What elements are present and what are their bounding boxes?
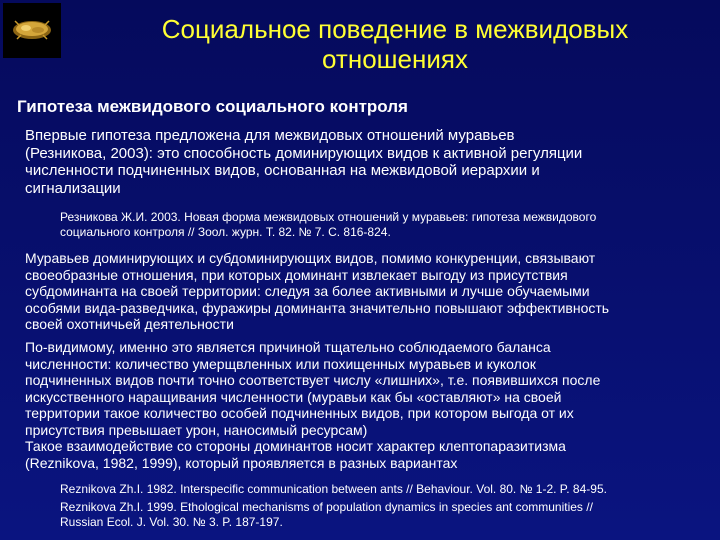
paragraph-dominant-relations (25, 250, 715, 333)
slide-subtitle: Гипотеза межвидового социального контроля (17, 97, 408, 116)
paragraph-line: присутствия превышает урон, наносимый ресурсам) (25, 421, 368, 438)
paragraph-line: своеобразные отношения, при которых доминант извлекает выгоду из присутствия (25, 266, 568, 283)
paragraph-hypothesis (25, 127, 715, 197)
paragraph-balance (25, 339, 715, 439)
slide-title (70, 14, 720, 74)
paragraph-line: численности: количество умерщвленных или похищенных муравьев и куколок (25, 355, 536, 372)
gold-ant-logo-icon (11, 17, 53, 43)
logo-box (3, 3, 61, 58)
reference-reznikova-2003 (60, 210, 710, 240)
paragraph-line: Муравьев доминирующих и субдоминирующих видов, помимо конкуренции, связывают (25, 250, 596, 266)
reference-line: Reznikova Zh.I. 1982. Interspecific communication between ants // Behaviour. Vol. 80. № 1-2. P. 84-95. (60, 482, 607, 496)
reference-line: социального контроля // Зоол. журн. Т. 82. № 7. С. 816-824. (60, 225, 391, 239)
paragraph-line: По-видимому, именно это является причиной тщательно соблюдаемого баланса (25, 339, 551, 355)
paragraph-line: искусственного наращивания численности (муравьи как бы «оставляют» на своей (25, 388, 562, 405)
paragraph-line: сигнализации (25, 179, 121, 197)
paragraph-line: территории такое количество особей подчиненных видов, при котором выгода от их (25, 405, 574, 422)
paragraph-line: подчиненных видов почти точно соответствует числу «лишних», т.е. появившихся после (25, 372, 601, 389)
paragraph-line: своей охотничьей деятельности (25, 316, 234, 333)
paragraph-line: Такое взаимодействие со стороны доминантов носит характер клептопаразитизма (25, 438, 566, 454)
paragraph-line: субдоминанта на своей территории: следуя за более активными и лучше обучаемыми (25, 283, 590, 300)
reference-line: Reznikova Zh.I. 1999. Ethological mechanisms of population dynamics in species ant communities // (60, 500, 593, 514)
paragraph-line: особями вида-разведчика, фуражиры доминанта значительно повышают эффективность (25, 299, 610, 316)
reference-reznikova-1999 (60, 500, 715, 530)
paragraph-line: (Резникова, 2003): это способность доминирующих видов к активной регуляции (25, 144, 583, 162)
reference-reznikova-1982 (60, 482, 715, 497)
paragraph-line: (Reznikova, 1982, 1999), который проявляется в разных вариантах (25, 454, 458, 471)
slide-title-line: Социальное поведение в межвидовых (161, 14, 629, 44)
slide-title-line: отношениях (322, 44, 468, 74)
paragraph-line: Впервые гипотеза предложена для межвидовых отношений муравьев (25, 127, 515, 144)
paragraph-line: численности подчиненных видов, основанная на межвидовой иерархии и (25, 162, 540, 179)
reference-line: Резникова Ж.И. 2003. Новая форма межвидовых отношений у муравьев: гипотеза межвидового (60, 210, 597, 224)
reference-line: Russian Ecol. J. Vol. 30. № 3. P. 187-197. (60, 515, 283, 529)
paragraph-kleptoparasitism (25, 438, 715, 471)
